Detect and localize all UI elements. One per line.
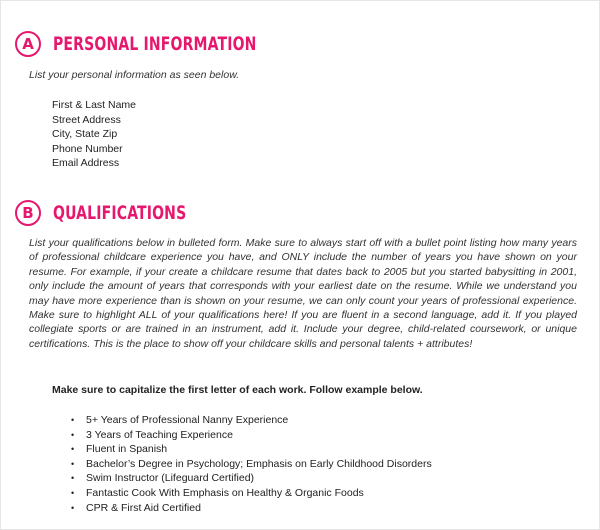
list-item: First & Last Name [52,99,137,111]
capitalization-note: Make sure to capitalize the first letter of each work. Follow example below. [52,384,423,396]
list-item-text: Fantastic Cook With Emphasis on Healthy & Organic Foods [86,486,364,499]
list-item [71,442,432,457]
list-item: Email Address [52,157,120,169]
bullet-icon: • [71,444,75,455]
personal-info-list [52,98,136,171]
section-a-header [15,31,301,57]
list-item [71,428,432,443]
section-b-badge: B [15,200,41,226]
list-item-text: Fluent in Spanish [86,443,168,456]
bullet-icon: • [71,458,75,469]
list-item-text: Swim Instructor (Lifeguard Certified) [86,472,255,485]
bullet-icon: • [71,487,75,498]
section-a-badge: A [15,31,41,57]
list-item: Phone Number [52,142,123,155]
qualifications-list [71,413,432,515]
bullet-icon: • [71,415,75,425]
list-item [71,486,432,501]
list-item-text: CPR & First Aid Certified [86,501,201,514]
section-b-title: QUALIFICATIONS [53,202,187,224]
section-a-intro: List your personal information as seen below. [29,69,240,81]
list-item: City, State Zip [52,128,118,140]
bullet-icon: • [71,502,75,513]
list-item-text: 3 Years of Teaching Experience [86,428,233,441]
list-item-text: Bachelor’s Degree in Psychology; Emphasis on Early Childhood Disorders [86,457,432,470]
bullet-icon: • [71,473,75,484]
list-item-text: 5+ Years of Professional Nanny Experience [86,414,289,426]
qualifications-paragraph: List your qualifications below in bulleted form. Make sure to always start off with a bullet point listing how many years of professional childcare experience you have, and ONLY include the number of years you have shown on your resume. For example, if your create a childcare resume that dates back to 2005 but you started babysitting in 2001, only include the amount of years that corresponds with your earliest date on the resume. While we understand you may have more experience than is shown on your resume, we can only count your years of professional experience. Make sure to highlight ALL of your qualifications here! If you are fluent in a second language, add it. If you played collegiate sports or are trained in an instrument, add it. Include your degree, child-related coursework, or unique certifications. This is the place to show off your childcare skills and personal talents + attributes! [29,237,577,350]
section-b-header [15,200,216,226]
list-item [71,471,432,486]
list-item [71,457,432,472]
list-item [71,413,432,428]
list-item [71,501,432,516]
section-a-title: PERSONAL INFORMATION [53,33,257,55]
bullet-icon: • [71,429,75,440]
list-item: Street Address [52,113,121,126]
